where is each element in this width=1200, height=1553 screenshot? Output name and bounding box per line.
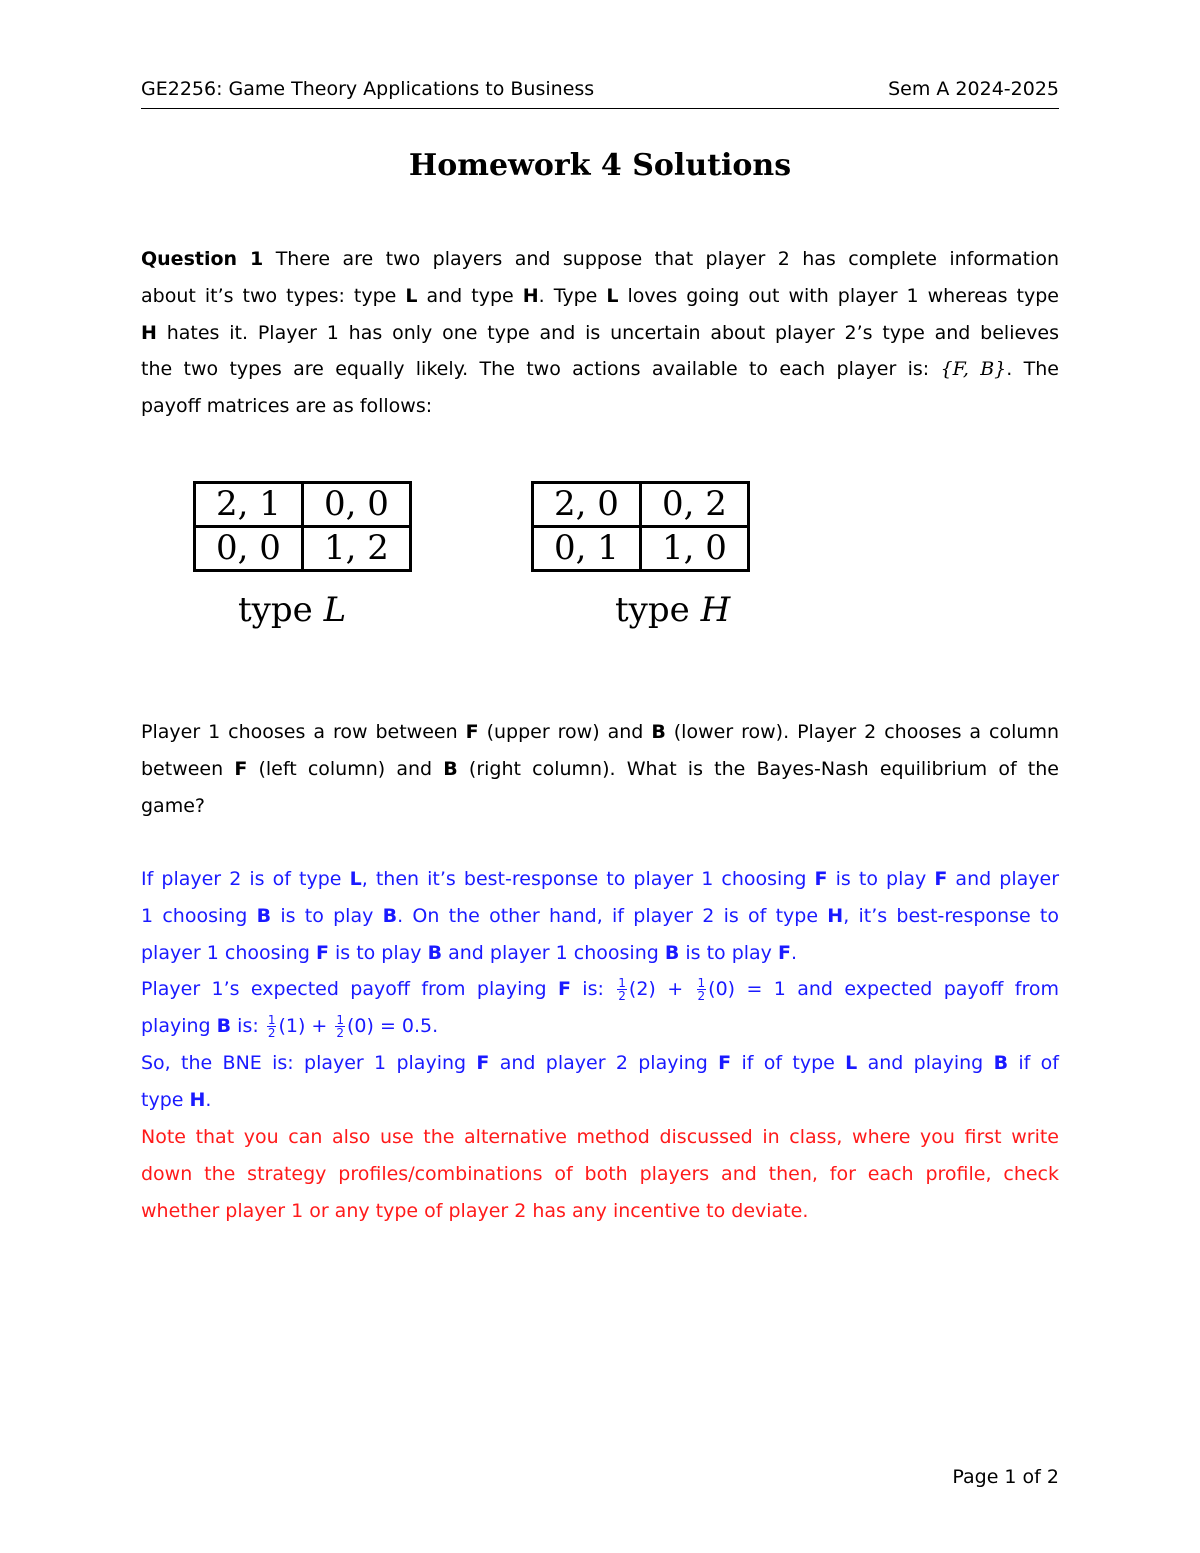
action-set: {F, B} <box>940 358 1007 381</box>
fraction-one-half: $\frac{1}{2}$ <box>697 976 706 1004</box>
payoff-matrix-type-l <box>193 481 412 572</box>
matrix-cell: 0, 1 <box>533 527 641 571</box>
fraction-one-half: $\frac{1}{2}$ <box>267 1013 276 1041</box>
course-title: GE2256: Game Theory Applications to Business <box>141 78 595 100</box>
matrix-cell: 1, 0 <box>641 527 749 571</box>
fraction-one-half: $\frac{1}{2}$ <box>618 976 626 1004</box>
question-paragraph: Question 1 There are two players and suppose that player 2 has complete information about it’s two types: type L and type H. Type L loves going out with player 1 whereas type H hates it. Player 1 has only one type and is uncertain about player 2’s type and believes the two types are equally likely. The two actions available to each player is: {F, B}. The payoff matrices are as follows: <box>141 248 1060 418</box>
page-number: Page 1 of 2 <box>952 1466 1059 1488</box>
matrix-cell: 0, 0 <box>195 527 303 571</box>
matrix-cell: 2, 0 <box>533 483 641 527</box>
note-paragraph: Note that you can also use the alternative method discussed in class, where you first write down the strategy profiles/combinations of both players and then, for each profile, check whether player 1 or any type of player 2 has any incentive to deviate. <box>141 1126 1059 1222</box>
instructions-paragraph: Player 1 chooses a row between F (upper row) and B (lower row). Player 2 chooses a column between F (left column) and B (right column). What is the Bayes-Nash equilibrium of the game? <box>141 721 1059 817</box>
matrix-cell: 0, 0 <box>303 483 411 527</box>
matrix-cell: 1, 2 <box>303 527 411 571</box>
payoff-matrix-type-h <box>531 481 750 572</box>
fraction-one-half: $\frac{1}{2}$ <box>336 1013 345 1041</box>
page-header <box>141 76 1059 109</box>
matrix-label-type-h: type H <box>615 590 731 630</box>
solution-paragraph: If player 2 is of type L, then it’s best-response to player 1 choosing F is to play F and player 1 choosing B is to play B. On the other hand, if player 2 is of type H, it’s best-response to player 1 choosing F is to play B and player 1 choosing B is to play F. Player 1’s expected payoff from playing F is: $\frac{1}{2}$ (2) + $\frac{1}{2}$ (0) = 1 and expected payoff from playing B is: $\frac{1}{2}$ (1) + $\frac{1}{2}$ (0) = 0.5. So, the BNE is: player 1 playing F and player 2 playing F if of type L and playing B if of type H. <box>141 868 1060 1111</box>
document-title: Homework 4 Solutions <box>408 148 792 183</box>
question-label: Question 1 <box>141 248 264 270</box>
semester-label: Sem A 2024-2025 <box>888 78 1059 100</box>
matrix-cell: 0, 2 <box>641 483 749 527</box>
matrix-cell: 2, 1 <box>195 483 303 527</box>
matrix-label-type-l: type L <box>238 590 347 630</box>
